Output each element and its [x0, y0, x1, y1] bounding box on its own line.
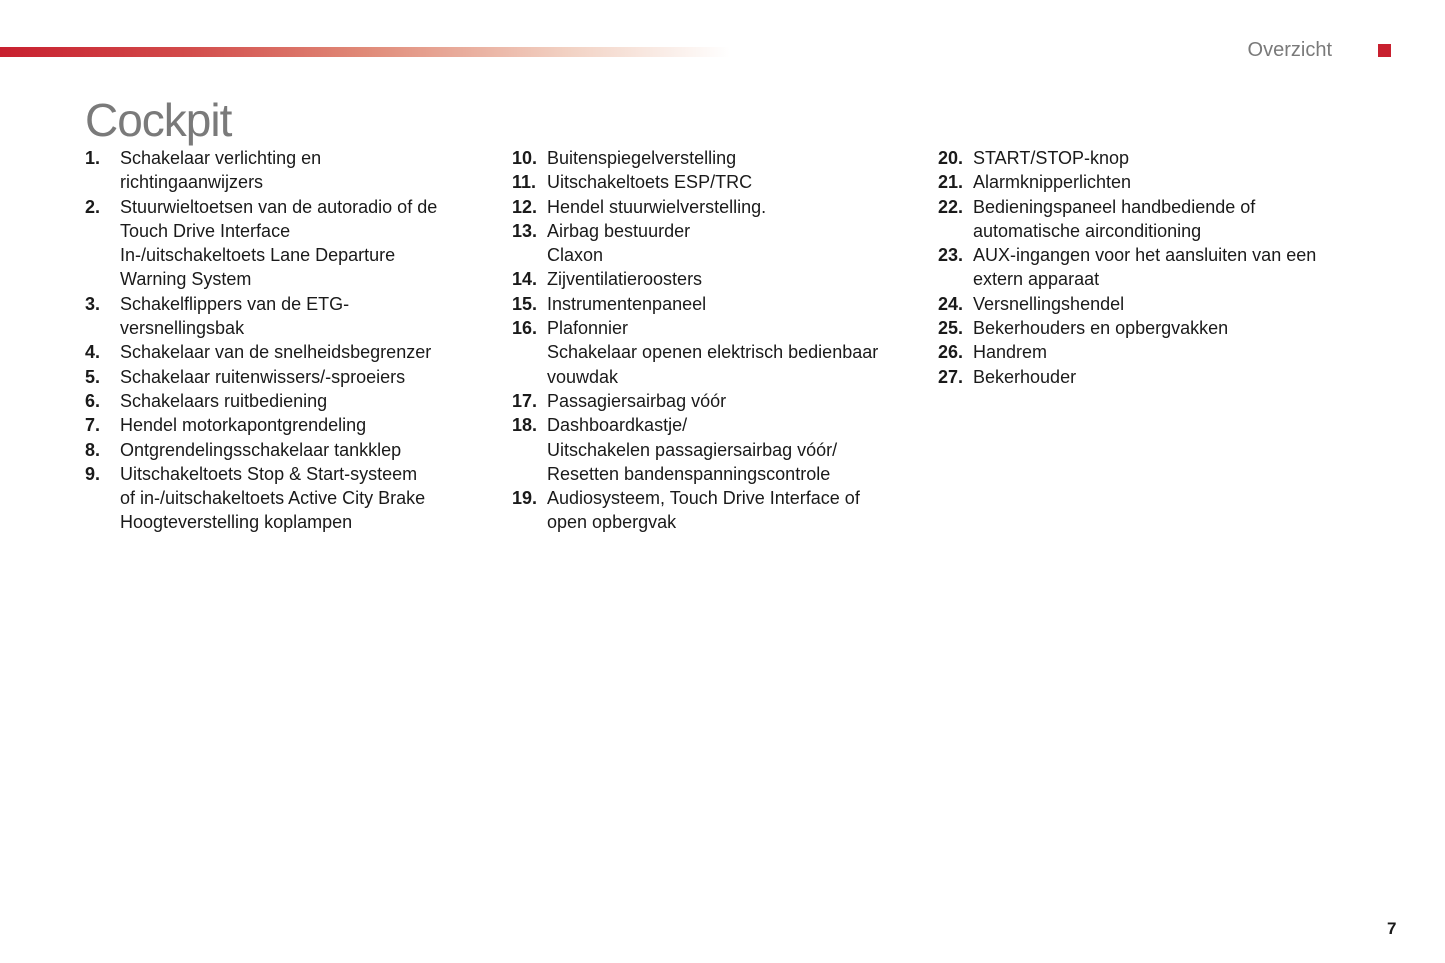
legend-item-line: Hoogteverstelling koplampen: [120, 512, 353, 533]
legend-item-line: Hendel motorkapontgrendeling: [120, 415, 367, 436]
legend-item-text: [547, 146, 912, 170]
legend-item-line: Schakelaar ruitenwissers/-sproeiers: [120, 366, 406, 387]
legend-item-line: Versnellingshendel: [973, 293, 1125, 314]
legend-item-number: 27.: [938, 366, 964, 387]
legend-item-line: Buitenspiegelverstelling: [547, 148, 737, 168]
legend-item: [512, 292, 912, 316]
legend-item: [512, 267, 912, 291]
legend-item-text: [547, 316, 912, 389]
legend-item-text: [973, 146, 1358, 170]
legend-item-text: [547, 170, 912, 194]
legend-item-number: 19.: [512, 488, 538, 509]
legend-item-line: extern apparaat: [973, 269, 1100, 290]
legend-item-number: 9.: [85, 463, 101, 484]
legend-item-text: [547, 413, 912, 486]
legend-item: [85, 365, 465, 389]
legend-column-3: [938, 146, 1358, 389]
legend-item-number: 13.: [512, 220, 538, 241]
legend-item-number: 3.: [85, 293, 101, 314]
legend-item-line: START/STOP-knop: [973, 148, 1130, 168]
legend-item-text: [120, 340, 465, 364]
legend-item-number: 8.: [85, 439, 101, 460]
legend-item-text: [120, 195, 465, 292]
legend-item-line: Passagiersairbag vóór: [547, 390, 727, 411]
legend-item-line: AUX-ingangen voor het aansluiten van een: [973, 245, 1317, 266]
legend-column-1: [85, 146, 465, 535]
legend-item-line: vouwdak: [547, 366, 619, 387]
legend-item-line: Schakelaar verlichting en: [120, 148, 322, 168]
legend-item-text: [120, 146, 465, 195]
legend-item-line: Instrumentenpaneel: [547, 293, 707, 314]
legend-item-number: 21.: [938, 172, 964, 193]
legend-item-number: 24.: [938, 293, 964, 314]
legend-item-line: Dashboardkastje/: [547, 415, 688, 436]
legend-item: [85, 195, 465, 292]
legend-item-text: [120, 413, 465, 437]
legend-item: [512, 316, 912, 389]
legend-item: [85, 462, 465, 535]
legend-item-number: 4.: [85, 342, 101, 363]
legend-item-number: 1.: [85, 148, 101, 168]
legend-item-text: [120, 389, 465, 413]
legend-item-number: 23.: [938, 245, 964, 266]
legend-item-line: Schakelaar van de snelheidsbegrenzer: [120, 342, 432, 363]
legend-item-text: [120, 438, 465, 462]
legend-item: [938, 292, 1358, 316]
legend-item-line: automatische airconditioning: [973, 220, 1202, 241]
legend-item-number: 6.: [85, 390, 101, 411]
legend-item-text: [120, 365, 465, 389]
legend-item-line: Uitschakelen passagiersairbag vóór/: [547, 439, 838, 460]
legend-column-2: [512, 146, 912, 535]
legend-item-line: Uitschakeltoets Stop & Start-systeem: [120, 463, 418, 484]
legend-item: [512, 389, 912, 413]
legend-item: [85, 438, 465, 462]
legend-item-text: [547, 219, 912, 268]
legend-item-text: [973, 365, 1358, 389]
page-title: Cockpit: [85, 94, 232, 146]
legend-item: [85, 146, 465, 195]
legend-item: [512, 146, 912, 170]
legend-item-line: Claxon: [547, 245, 604, 266]
legend-item-number: 10.: [512, 148, 538, 168]
legend-item-number: 18.: [512, 415, 538, 436]
legend-item: [938, 146, 1358, 170]
legend-item-number: 15.: [512, 293, 538, 314]
legend-item-line: Handrem: [973, 342, 1048, 363]
legend-item-line: Bekerhouders en opbergvakken: [973, 318, 1229, 339]
page-number: 7: [1387, 919, 1397, 938]
legend-item: [938, 365, 1358, 389]
legend-item-text: [547, 389, 912, 413]
legend-item: [512, 195, 912, 219]
legend-item-number: 5.: [85, 366, 101, 387]
legend-item-number: 2.: [85, 196, 101, 217]
section-marker: [1378, 44, 1391, 57]
legend-item: [512, 170, 912, 194]
legend-item: [85, 340, 465, 364]
legend-item-line: Uitschakeltoets ESP/TRC: [547, 172, 753, 193]
legend-item-line: Plafonnier: [547, 318, 629, 339]
legend-item: [512, 219, 912, 268]
legend-item-line: Schakelflippers van de ETG-: [120, 293, 350, 314]
legend-item-text: [973, 243, 1358, 292]
legend-item-number: 7.: [85, 415, 101, 436]
legend-item-number: 12.: [512, 196, 538, 217]
legend-item-line: Alarmknipperlichten: [973, 172, 1132, 193]
header-accent-bar: [0, 47, 730, 57]
legend-item: [938, 170, 1358, 194]
legend-item-line: Stuurwieltoetsen van de autoradio of de: [120, 196, 438, 217]
legend-item-line: Zijventilatieroosters: [547, 269, 703, 290]
legend-item-line: Schakelaars ruitbediening: [120, 390, 328, 411]
legend-item-line: Warning System: [120, 269, 252, 290]
legend-item: [938, 316, 1358, 340]
legend-item-line: open opbergvak: [547, 512, 677, 533]
legend-item-line: Ontgrendelingsschakelaar tankklep: [120, 439, 402, 460]
legend-item-text: [547, 292, 912, 316]
legend-item-line: Touch Drive Interface: [120, 220, 291, 241]
legend-item-line: Schakelaar openen elektrisch bedienbaar: [547, 342, 879, 363]
legend-item-text: [973, 195, 1358, 244]
legend-item-number: 26.: [938, 342, 964, 363]
legend-item-line: Airbag bestuurder: [547, 220, 691, 241]
legend-item: [85, 413, 465, 437]
legend-item: [938, 195, 1358, 244]
legend-item: [85, 389, 465, 413]
legend-item: [938, 243, 1358, 292]
legend-item-number: 14.: [512, 269, 538, 290]
legend-item-line: Resetten bandenspanningscontrole: [547, 463, 831, 484]
legend-item-number: 17.: [512, 390, 538, 411]
legend-item-line: In-/uitschakeltoets Lane Departure: [120, 245, 396, 266]
legend-item-text: [973, 316, 1358, 340]
legend-item-text: [973, 292, 1358, 316]
legend-item-text: [973, 170, 1358, 194]
legend-item: [512, 486, 912, 535]
legend-item-line: versnellingsbak: [120, 318, 245, 339]
section-title: Overzicht: [1247, 39, 1332, 61]
legend-item-number: 20.: [938, 148, 964, 168]
legend-item-text: [120, 292, 465, 341]
legend-item-line: Bekerhouder: [973, 366, 1077, 387]
legend-item-text: [973, 340, 1358, 364]
legend-item-line: richtingaanwijzers: [120, 172, 264, 193]
legend-item: [512, 413, 912, 486]
legend-item-number: 11.: [512, 172, 537, 193]
legend-item-text: [120, 462, 465, 535]
legend-item-number: 25.: [938, 318, 964, 339]
legend-item-number: 22.: [938, 196, 964, 217]
legend-item-number: 16.: [512, 318, 538, 339]
legend-item-text: [547, 486, 912, 535]
legend-item: [938, 340, 1358, 364]
legend-item-text: [547, 195, 912, 219]
legend-item-text: [547, 267, 912, 291]
legend-item-line: Audiosysteem, Touch Drive Interface of: [547, 488, 860, 509]
legend-item-line: Hendel stuurwielverstelling.: [547, 196, 767, 217]
legend-item: [85, 292, 465, 341]
legend-item-line: Bedieningspaneel handbediende of: [973, 196, 1256, 217]
legend-item-line: of in-/uitschakeltoets Active City Brake: [120, 488, 426, 509]
